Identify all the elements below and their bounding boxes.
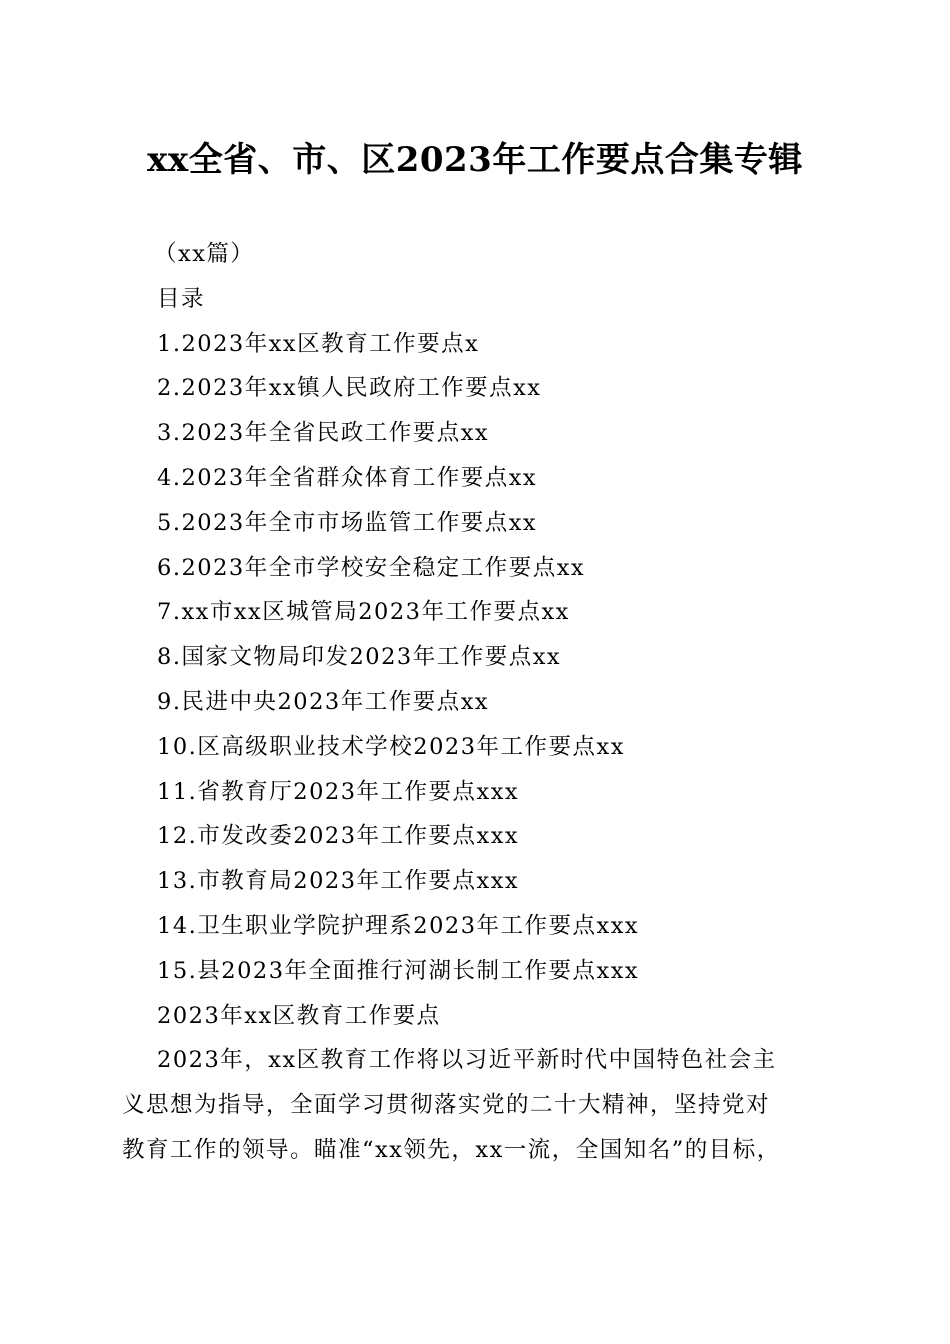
toc-item: 13.市教育局2023年工作要点xxx	[157, 868, 520, 895]
body-line: 教育工作的领导。瞄准“xx领先，xx一流，全国知名”的目标，	[122, 1136, 781, 1163]
toc-item: 5.2023年全市市场监管工作要点xx	[157, 509, 538, 536]
toc-item: 6.2023年全市学校安全稳定工作要点xx	[157, 554, 586, 581]
toc-item: 8.国家文物局印发2023年工作要点xx	[157, 644, 562, 671]
toc-item: 7.xx市xx区城管局2023年工作要点xx	[157, 599, 570, 626]
toc-item: 12.市发改委2023年工作要点xxx	[157, 823, 520, 850]
toc-item: 10.区高级职业技术学校2023年工作要点xx	[157, 733, 625, 760]
toc-item: 11.省教育厅2023年工作要点xxx	[157, 778, 520, 805]
toc-item: 2.2023年xx镇人民政府工作要点xx	[157, 375, 542, 402]
document-subtitle: （xx篇）	[154, 241, 255, 267]
toc-item: 4.2023年全省群众体育工作要点xx	[157, 464, 538, 491]
toc-item: 14.卫生职业学院护理系2023年工作要点xxx	[157, 912, 640, 939]
toc-list	[122, 322, 842, 994]
body-paragraph	[122, 1038, 842, 1172]
section-heading: 2023年xx区教育工作要点	[157, 1002, 441, 1029]
body-line: 2023年，xx区教育工作将以习近平新时代中国特色社会主	[157, 1047, 777, 1074]
body-line: 义思想为指导，全面学习贯彻落实党的二十大精神，坚持党对	[122, 1092, 771, 1119]
toc-item: 9.民进中央2023年工作要点xx	[157, 688, 490, 715]
toc-item: 1.2023年xx区教育工作要点x	[157, 330, 480, 357]
toc-item: 3.2023年全省民政工作要点xx	[157, 420, 490, 447]
document-content	[122, 232, 842, 1173]
document-title: xx全省、市、区2023年工作要点合集专辑	[147, 140, 803, 180]
toc-item: 15.县2023年全面推行河湖长制工作要点xxx	[157, 957, 640, 984]
toc-heading: 目录	[157, 285, 206, 312]
